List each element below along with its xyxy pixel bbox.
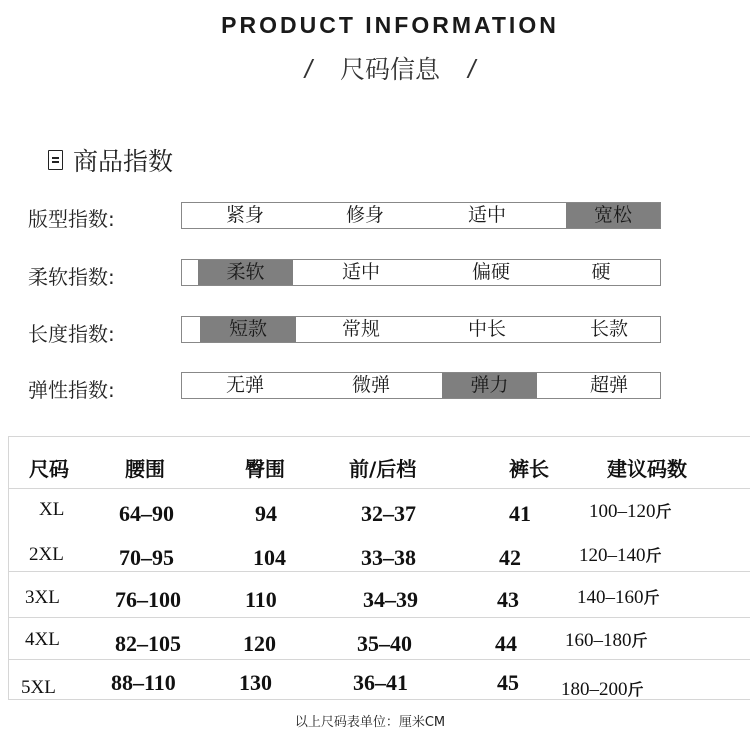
table-divider: [9, 659, 750, 660]
index-option: 常规: [341, 318, 380, 340]
table-cell-hip: 110: [245, 587, 277, 612]
title-chinese: 尺码信息: [339, 55, 440, 84]
table-cell-hip: 104: [253, 545, 286, 570]
table-cell-recommend: 100–120斤: [589, 501, 672, 522]
index-option: 修身: [345, 204, 384, 226]
index-label-softness: 柔软指数:: [28, 265, 115, 289]
index-option: 适中: [467, 204, 506, 226]
index-option: 微弹: [351, 374, 390, 396]
index-bar-fit: [181, 202, 661, 229]
table-divider: [9, 571, 750, 572]
table-divider: [9, 488, 750, 489]
index-bar-softness: [181, 259, 661, 286]
index-option: 超弹: [589, 374, 628, 396]
table-header: 臀围: [245, 457, 285, 481]
index-option-selected: 柔软: [198, 260, 293, 285]
table-cell-rise: 34–39: [363, 587, 418, 612]
index-option: 适中: [341, 261, 380, 283]
table-cell-hip: 130: [239, 670, 272, 695]
index-option: 紧身: [225, 204, 264, 226]
index-option: 中长: [467, 318, 506, 340]
table-cell-hip: 94: [255, 501, 277, 526]
table-cell-rise: 35–40: [357, 631, 412, 656]
section-title: 商品指数: [73, 147, 174, 176]
table-cell-rise: 33–38: [361, 545, 416, 570]
index-option: 硬: [591, 261, 611, 283]
table-cell-rise: 36–41: [353, 670, 408, 695]
table-cell-length: 41: [509, 501, 531, 526]
index-label-length: 长度指数:: [28, 322, 115, 346]
index-option: 长款: [589, 318, 628, 340]
title-slash-right: /: [468, 54, 476, 84]
table-cell-recommend: 180–200斤: [561, 679, 644, 700]
table-cell-length: 42: [499, 545, 521, 570]
index-bar-elasticity: [181, 372, 661, 399]
table-cell-waist: 76–100: [115, 587, 181, 612]
table-cell-size: 2XL: [29, 544, 64, 565]
table-header: 裤长: [509, 457, 549, 481]
table-cell-hip: 120: [243, 631, 276, 656]
title-chinese-row: [0, 50, 750, 86]
table-cell-size: XL: [39, 499, 65, 520]
table-cell-size: 5XL: [21, 677, 56, 698]
index-label-elasticity: 弹性指数:: [28, 378, 115, 402]
unit-note: 以上尺码表单位：厘米CM: [294, 715, 446, 730]
table-cell-recommend: 120–140斤: [579, 545, 662, 566]
table-cell-waist: 88–110: [111, 670, 176, 695]
table-header: 尺码: [29, 457, 69, 481]
index-option-selected: 短款: [200, 317, 296, 342]
index-option-selected: 弹力: [442, 373, 537, 398]
table-cell-length: 43: [497, 587, 519, 612]
size-table: [8, 436, 750, 700]
table-cell-size: 3XL: [25, 587, 60, 608]
index-option-selected: 宽松: [566, 203, 660, 228]
table-divider: [9, 617, 750, 618]
table-cell-recommend: 140–160斤: [577, 587, 660, 608]
table-cell-size: 4XL: [25, 629, 60, 650]
index-bar-length: [181, 316, 661, 343]
title-english: PRODUCT INFORMATION: [221, 12, 559, 38]
table-cell-recommend: 160–180斤: [565, 630, 648, 651]
table-cell-rise: 32–37: [361, 501, 416, 526]
index-option: 偏硬: [471, 261, 510, 283]
table-header: 前/后档: [349, 457, 417, 481]
section-heading: [48, 142, 173, 178]
table-cell-length: 44: [495, 631, 517, 656]
document-icon: [48, 150, 63, 170]
table-cell-waist: 70–95: [119, 545, 174, 570]
index-option: 无弹: [225, 374, 264, 396]
table-cell-waist: 82–105: [115, 631, 181, 656]
index-label-fit: 版型指数:: [28, 207, 115, 231]
table-header: 腰围: [125, 457, 165, 481]
table-header: 建议码数: [607, 457, 687, 481]
table-cell-length: 45: [497, 670, 519, 695]
table-cell-waist: 64–90: [119, 501, 174, 526]
title-slash-left: /: [304, 54, 312, 84]
